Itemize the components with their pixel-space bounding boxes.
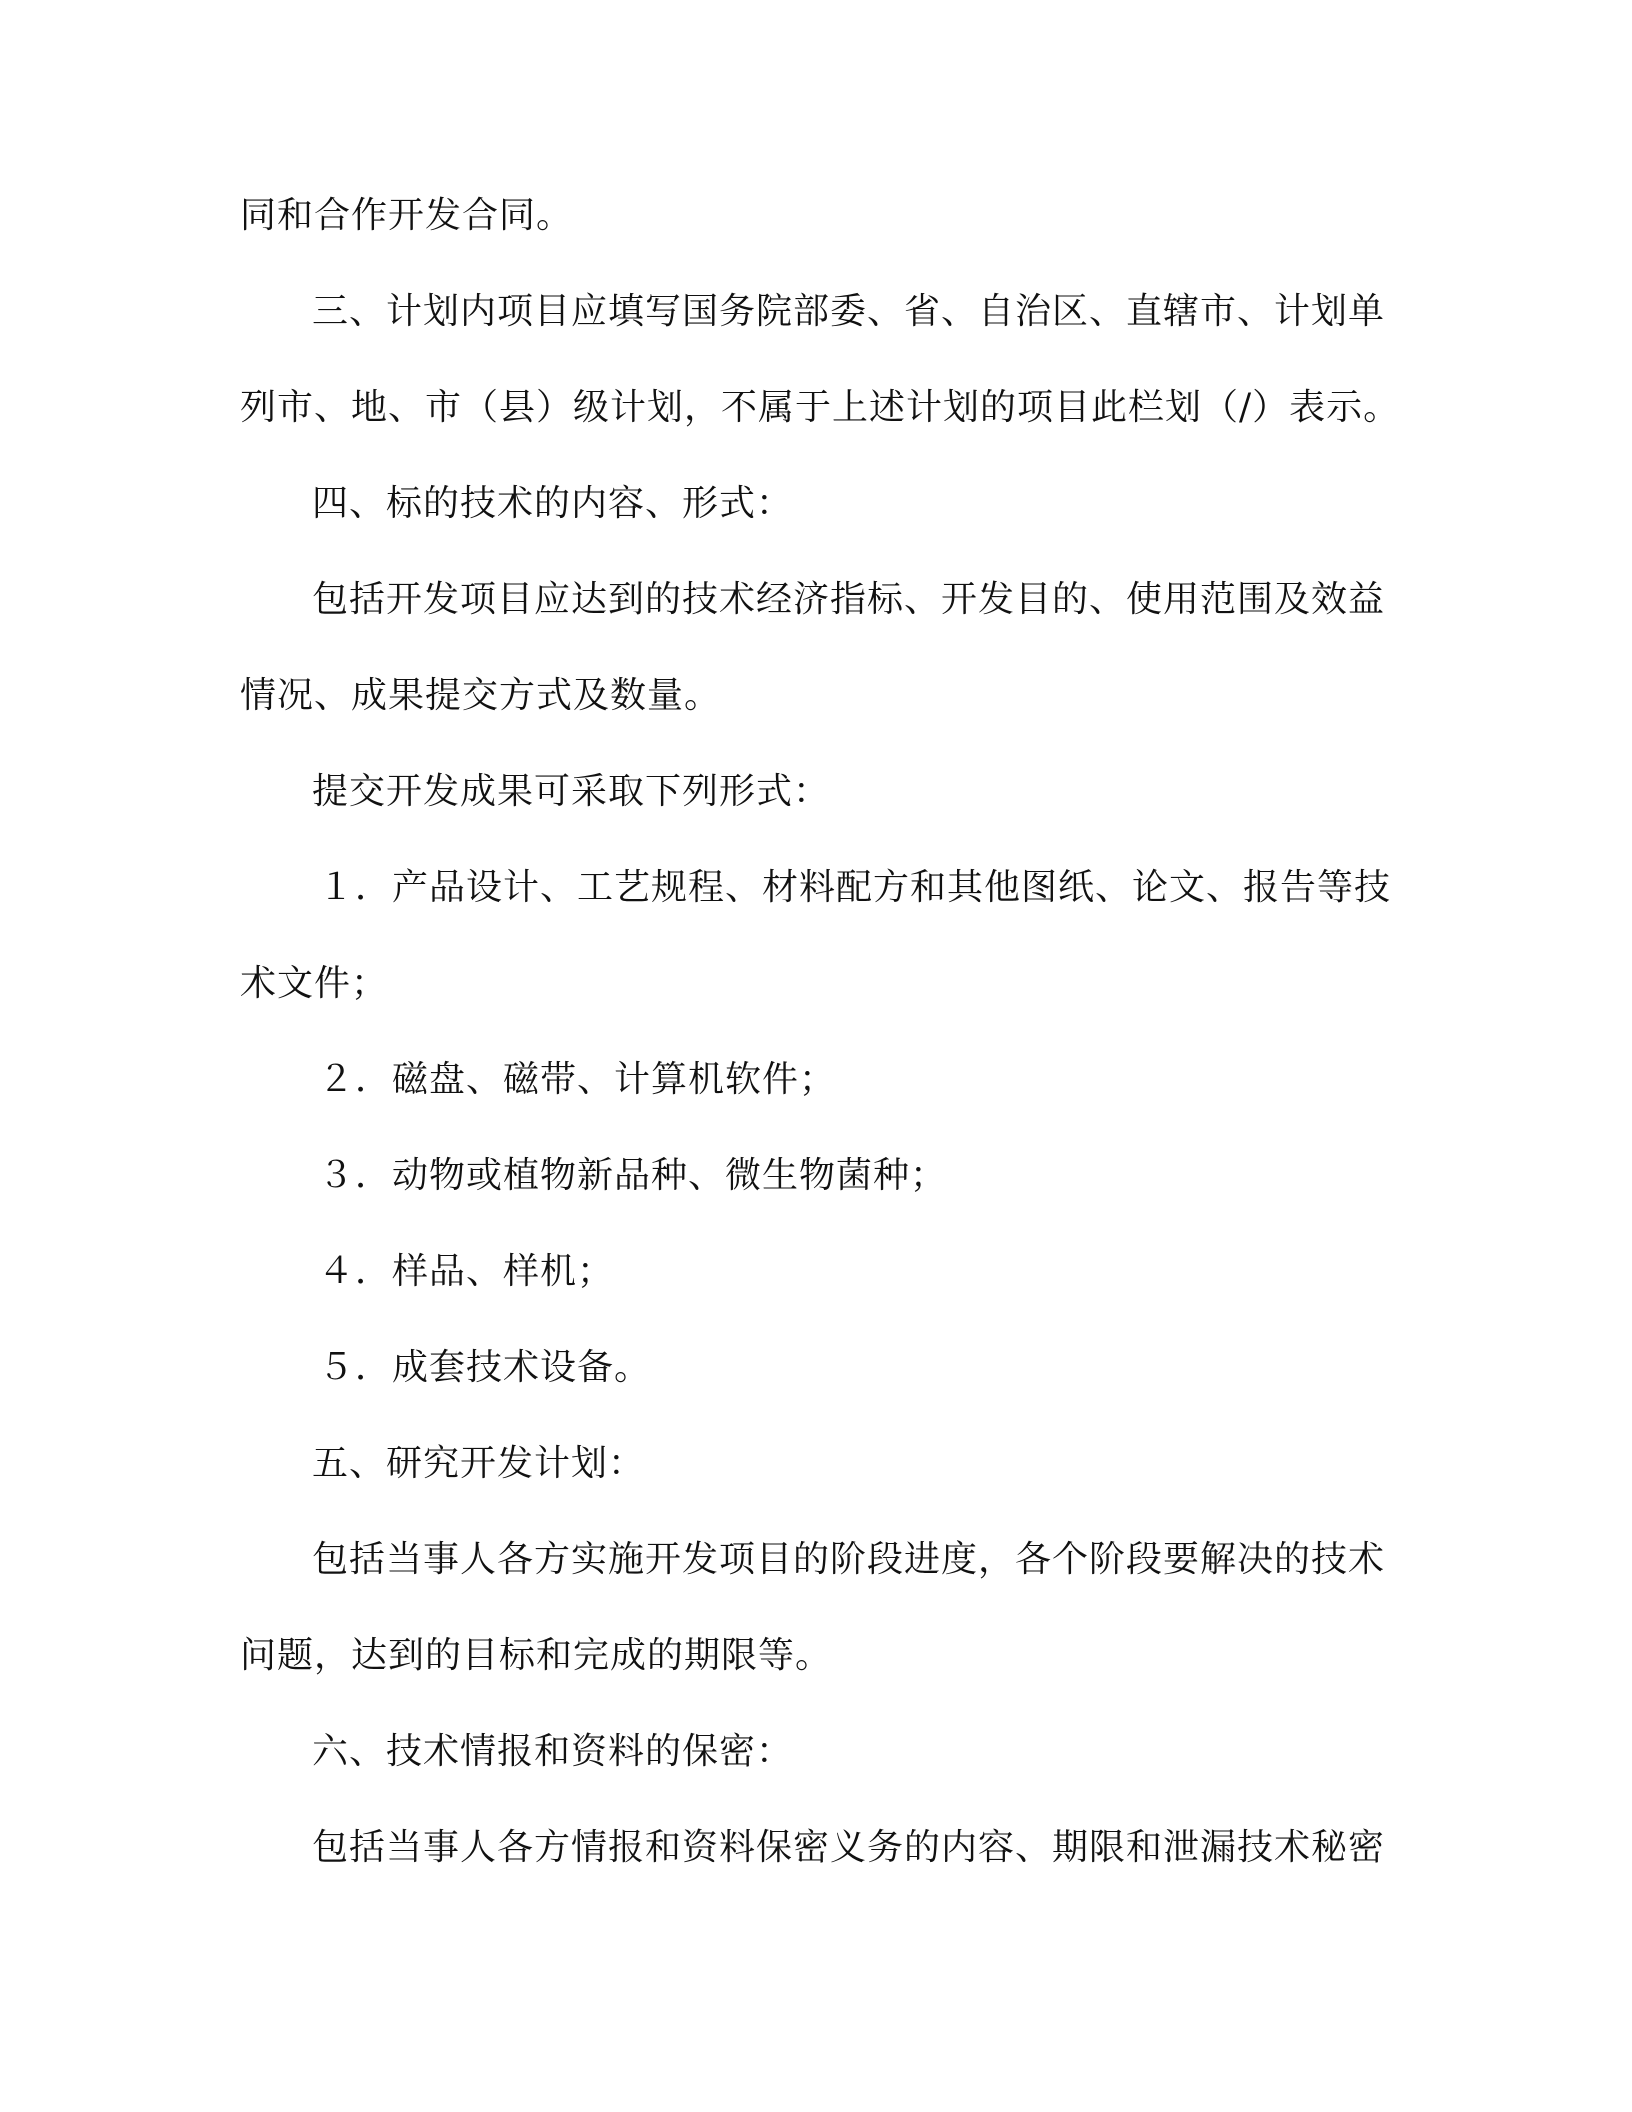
list-item-3: ３．动物或植物新品种、微生物菌种； [318, 1155, 948, 1196]
paragraph-line: 问题，达到的目标和完成的期限等。 [240, 1635, 833, 1676]
list-item-4: ４．样品、样机； [318, 1251, 615, 1292]
paragraph-line: 包括开发项目应达到的技术经济指标、开发目的、使用范围及效益 [312, 579, 1386, 620]
paragraph-line: 包括当事人各方实施开发项目的阶段进度，各个阶段要解决的技术 [312, 1539, 1386, 1580]
paragraph-line: 列市、地、市（县）级计划，不属于上述计划的项目此栏划（/）表示。 [240, 387, 1401, 428]
list-item-1: １．产品设计、工艺规程、材料配方和其他图纸、论文、报告等技 [318, 867, 1392, 908]
list-item-1-continuation: 术文件； [240, 963, 389, 1004]
list-item-2: ２．磁盘、磁带、计算机软件； [318, 1059, 837, 1100]
section-four-heading: 四、标的技术的内容、形式： [312, 483, 794, 524]
section-six-heading: 六、技术情报和资料的保密： [312, 1731, 794, 1772]
paragraph-line: 情况、成果提交方式及数量。 [240, 675, 722, 716]
paragraph-line: 包括当事人各方情报和资料保密义务的内容、期限和泄漏技术秘密 [312, 1827, 1386, 1868]
paragraph-line: 同和合作开发合同。 [240, 195, 574, 236]
section-three-heading-line: 三、计划内项目应填写国务院部委、省、自治区、直辖市、计划单 [312, 291, 1386, 332]
paragraph-line: 提交开发成果可采取下列形式： [312, 771, 831, 812]
section-five-heading: 五、研究开发计划： [312, 1443, 646, 1484]
list-item-5: ５．成套技术设备。 [318, 1347, 652, 1388]
